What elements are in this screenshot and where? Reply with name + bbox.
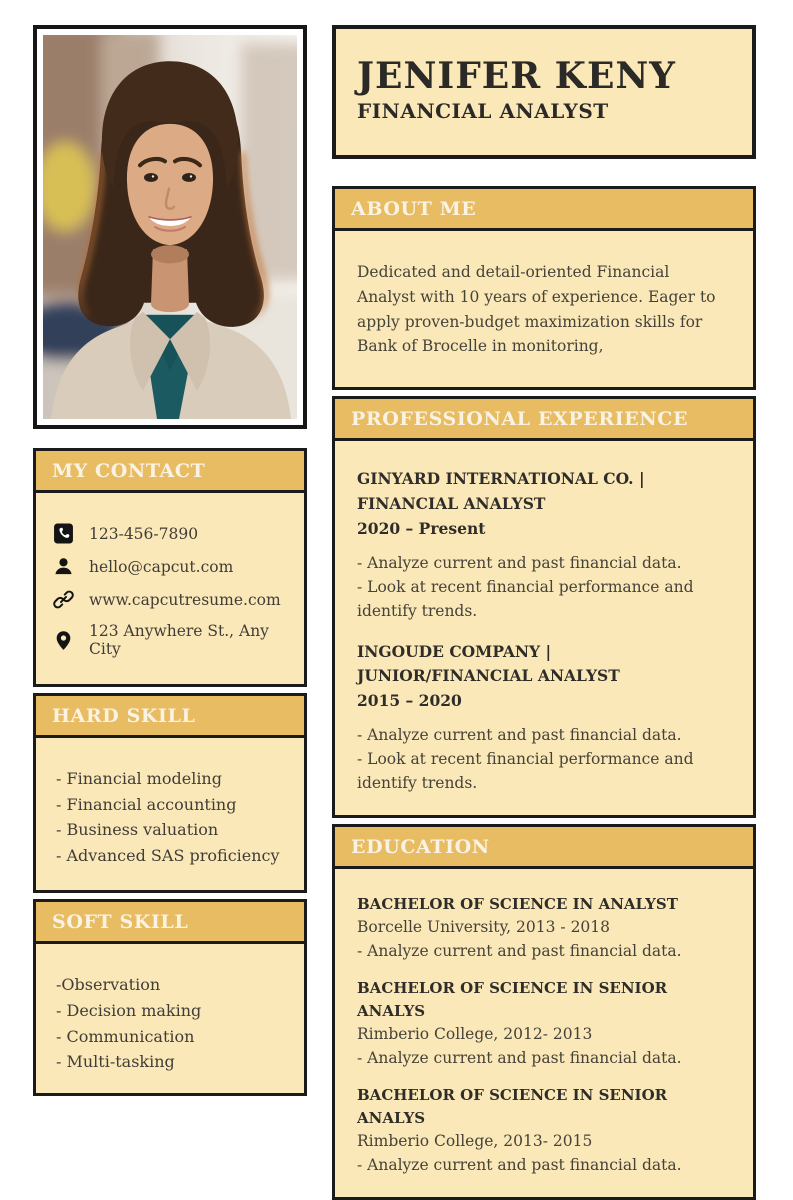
experience-bullet: - Look at recent financial performance and identify trends. — [357, 577, 694, 620]
experience-entry-period: 2015 – 2020 — [357, 691, 462, 711]
experience-entry-period: 2020 – Present — [357, 518, 486, 538]
experience-bullet: - Analyze current and past financial data. — [357, 726, 682, 745]
education-header-label: EDUCATION — [351, 836, 490, 859]
link-icon — [53, 589, 74, 610]
hard-skill-item: - Financial modeling — [56, 769, 222, 788]
education-degree: BACHELOR OF SCIENCE IN SENIOR ANALYS — [357, 978, 668, 1021]
portrait-illustration — [43, 35, 297, 419]
hard-skill-section-header — [36, 696, 304, 738]
contact-list — [36, 493, 304, 684]
soft-skill-list — [36, 944, 304, 1092]
experience-bullet: - Look at recent financial performance and identify trends. — [357, 750, 694, 793]
education-content — [335, 869, 753, 1197]
education-school: Borcelle University, 2013 - 2018 — [357, 918, 611, 937]
education-entry — [357, 977, 731, 1070]
contact-header-label: MY CONTACT — [52, 460, 206, 482]
right-column — [332, 25, 756, 1200]
experience-section-header — [335, 399, 753, 441]
about-content — [335, 231, 753, 387]
experience-header-label: PROFESSIONAL EXPERIENCE — [351, 408, 689, 431]
soft-skill-section — [33, 899, 307, 1095]
experience-entry-bullets — [357, 551, 711, 623]
soft-skill-item: - Multi-tasking — [56, 1052, 175, 1072]
about-text: Dedicated and detail-oriented Financial Analyst with 10 years of experience. Eager to apply proven-budget maximization skills for Bank of Brocelle in monitoring, — [357, 263, 716, 356]
experience-entry-title: INGOUDE COMPANY | JUNIOR/FINANCIAL ANALYST — [357, 641, 620, 686]
contact-phone: 123-456-7890 — [89, 524, 199, 543]
education-degree: BACHELOR OF SCIENCE IN ANALYST — [357, 895, 678, 914]
soft-skill-section-header — [36, 902, 304, 944]
education-bullet: - Analyze current and past financial data. — [357, 1155, 682, 1174]
education-school: Rimberio College, 2013- 2015 — [357, 1132, 593, 1151]
hard-skill-section — [33, 693, 307, 893]
about-header-label: ABOUT ME — [351, 198, 477, 220]
education-entry — [357, 1084, 731, 1177]
contact-row-email — [53, 556, 289, 577]
experience-entry — [357, 467, 731, 622]
hard-skill-header-label: HARD SKILL — [52, 705, 196, 727]
contact-row-website — [53, 589, 289, 610]
profile-photo — [33, 25, 307, 429]
about-section-header — [335, 189, 753, 231]
education-bullet: - Analyze current and past financial data. — [357, 1048, 682, 1067]
soft-skill-item: - Communication — [56, 1026, 195, 1046]
education-section-header — [335, 827, 753, 869]
hard-skill-list — [36, 738, 304, 890]
phone-icon — [53, 523, 74, 544]
education-entry — [357, 893, 731, 963]
experience-bullet: - Analyze current and past financial data. — [357, 553, 682, 572]
education-school: Rimberio College, 2012- 2013 — [357, 1025, 593, 1044]
left-column — [33, 25, 307, 1096]
about-section — [332, 186, 756, 390]
contact-website: www.capcutresume.com — [89, 590, 281, 609]
person-icon — [53, 556, 74, 577]
hard-skill-item: - Business valuation — [56, 820, 219, 840]
soft-skill-item: - Decision making — [56, 1000, 202, 1020]
hard-skill-item: - Financial accounting — [56, 794, 237, 814]
education-section — [332, 824, 756, 1200]
person-name: JENIFER KENY — [357, 55, 677, 97]
contact-section — [33, 448, 307, 687]
contact-section-header — [36, 451, 304, 493]
person-title: FINANCIAL ANALYST — [357, 98, 609, 123]
location-icon — [53, 630, 74, 651]
experience-entry — [357, 640, 731, 795]
contact-row-phone — [53, 523, 289, 544]
soft-skill-item: -Observation — [56, 975, 161, 995]
education-degree: BACHELOR OF SCIENCE IN SENIOR ANALYS — [357, 1085, 668, 1128]
name-header-box — [332, 25, 756, 159]
contact-address: 123 Anywhere St., Any City — [89, 622, 269, 658]
contact-row-address — [53, 622, 289, 658]
contact-email: hello@capcut.com — [89, 557, 234, 576]
experience-section — [332, 396, 756, 818]
hard-skill-item: - Advanced SAS proficiency — [56, 845, 280, 865]
experience-entry-title: GINYARD INTERNATIONAL CO. | FINANCIAL ANALYST — [357, 469, 645, 513]
education-bullet: - Analyze current and past financial data. — [357, 941, 682, 960]
experience-content — [335, 441, 753, 815]
experience-entry-bullets — [357, 723, 711, 795]
soft-skill-header-label: SOFT SKILL — [52, 911, 189, 934]
